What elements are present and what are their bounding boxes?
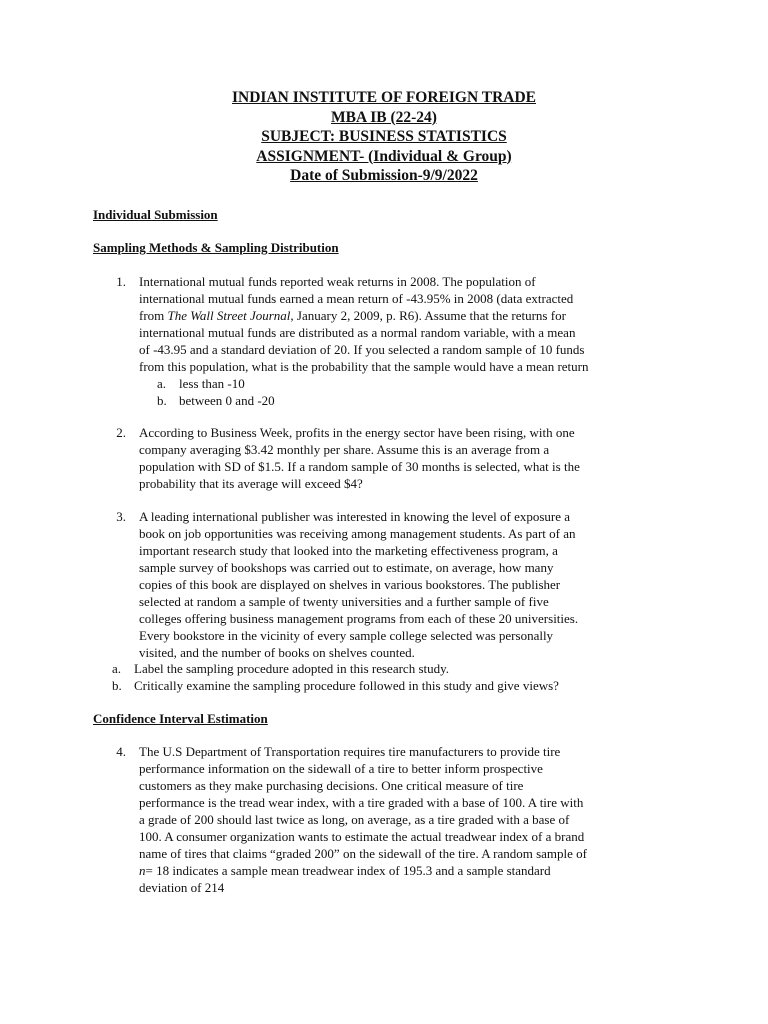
section-individual-submission: Individual Submission (93, 207, 218, 222)
question-3-text (139, 508, 578, 661)
question-4-text (139, 743, 587, 896)
section-sampling-methods: Sampling Methods & Sampling Distribution (93, 240, 339, 255)
question-3-part-a (112, 660, 449, 677)
part-text: less than -10 (179, 376, 245, 391)
question-4-line: name of tires that claims “graded 200” on the sidewall of the tire. A random sample of (139, 846, 588, 861)
part-letter: a. (157, 376, 167, 391)
part-text: Label the sampling procedure adopted in this research study. (134, 661, 450, 676)
question-3-line: copies of this book are displayed on shelves in various bookstores. The publisher (139, 577, 561, 592)
sample-size-symbol: n (139, 863, 146, 878)
question-1-line: from this population, what is the probability that the sample would have a mean return (139, 359, 589, 374)
section-confidence-interval: Confidence Interval Estimation (93, 711, 268, 726)
question-1-fragment: from (139, 308, 168, 323)
document-header (0, 88, 768, 186)
question-2-line: population with SD of $1.5. If a random sample of 30 months is selected, what is the (139, 459, 580, 474)
question-3-line: sample survey of bookshops was carried out to estimate, on average, how many (139, 560, 554, 575)
question-3-line: visited, and the number of books on shelves counted. (139, 645, 415, 660)
question-4-line: a grade of 200 should last twice as long, on average, as a tire graded with a base of (139, 812, 570, 827)
program-title: MBA IB (22-24) (331, 108, 437, 126)
question-3-line: A leading international publisher was interested in knowing the level of exposure a (139, 509, 571, 524)
subject-title: SUBJECT: BUSINESS STATISTICS (261, 128, 507, 145)
question-4-line: performance information on the sidewall of a tire to better inform prospective (139, 761, 543, 776)
question-1-text (139, 273, 588, 375)
assignment-title: ASSIGNMENT- (Individual & Group) (256, 147, 512, 165)
question-4-line (139, 862, 587, 879)
question-1-number: 1. (116, 274, 126, 289)
question-1-line: international mutual funds are distributed as a normal random variable, with a mean (139, 325, 576, 340)
question-3-line: important research study that looked into the marketing effectiveness program, a (139, 543, 558, 558)
submission-date: Date of Submission-9/9/2022 (290, 167, 478, 184)
question-1-line: International mutual funds reported weak returns in 2008. The population of (139, 274, 536, 289)
institute-title: INDIAN INSTITUTE OF FOREIGN TRADE (231, 89, 537, 106)
question-2-number: 2. (116, 425, 126, 440)
question-4-line: deviation of 214 (139, 880, 225, 895)
part-text: between 0 and -20 (179, 393, 275, 408)
question-3-number: 3. (116, 509, 126, 524)
question-1-line: of -43.95 and a standard deviation of 20. If you selected a random sample of 10 funds (139, 342, 585, 357)
part-letter: a. (112, 661, 122, 676)
question-1-line (139, 307, 588, 324)
question-1-line: international mutual funds earned a mean return of -43.95% in 2008 (data extracted (139, 291, 574, 306)
question-2-line: probability that its average will exceed $4? (139, 476, 363, 491)
question-3-line: colleges offering business management programs from each of these 20 universities. (139, 611, 579, 626)
part-text: Critically examine the sampling procedure followed in this study and give views? (134, 678, 559, 693)
question-4-line: customers as they make purchasing decisions. One critical measure of tire (139, 778, 524, 793)
question-3-line: book on job opportunities was receiving among management students. As part of an (139, 526, 576, 541)
question-4-number: 4. (116, 744, 126, 759)
question-2-line: According to Business Week, profits in the energy sector have been rising, with one (139, 425, 575, 440)
question-2-line: company averaging $3.42 monthly per share. Assume this is an average from a (139, 442, 550, 457)
question-1-part-a (157, 375, 245, 392)
question-3-line: selected at random a sample of twenty universities and a further sample of five (139, 594, 549, 609)
question-1-fragment: , January 2, 2009, p. R6). Assume that the returns for (290, 308, 566, 323)
question-3-line: Every bookstore in the vicinity of every sample college selected was personally (139, 628, 554, 643)
part-letter: b. (157, 393, 167, 408)
part-letter: b. (112, 678, 122, 693)
question-4-line: 100. A consumer organization wants to estimate the actual treadwear index of a brand (139, 829, 585, 844)
question-3-part-b (112, 677, 559, 694)
question-2-text (139, 424, 580, 492)
question-4-line: performance is the tread wear index, with a tire graded with a base of 100. A tire with (139, 795, 584, 810)
question-4-line: The U.S Department of Transportation requires tire manufacturers to provide tire (139, 744, 561, 759)
question-1-part-b (157, 392, 275, 409)
journal-title: The Wall Street Journal (167, 308, 291, 323)
question-4-fragment: = 18 indicates a sample mean treadwear index of 195.3 and a sample standard (145, 863, 551, 878)
